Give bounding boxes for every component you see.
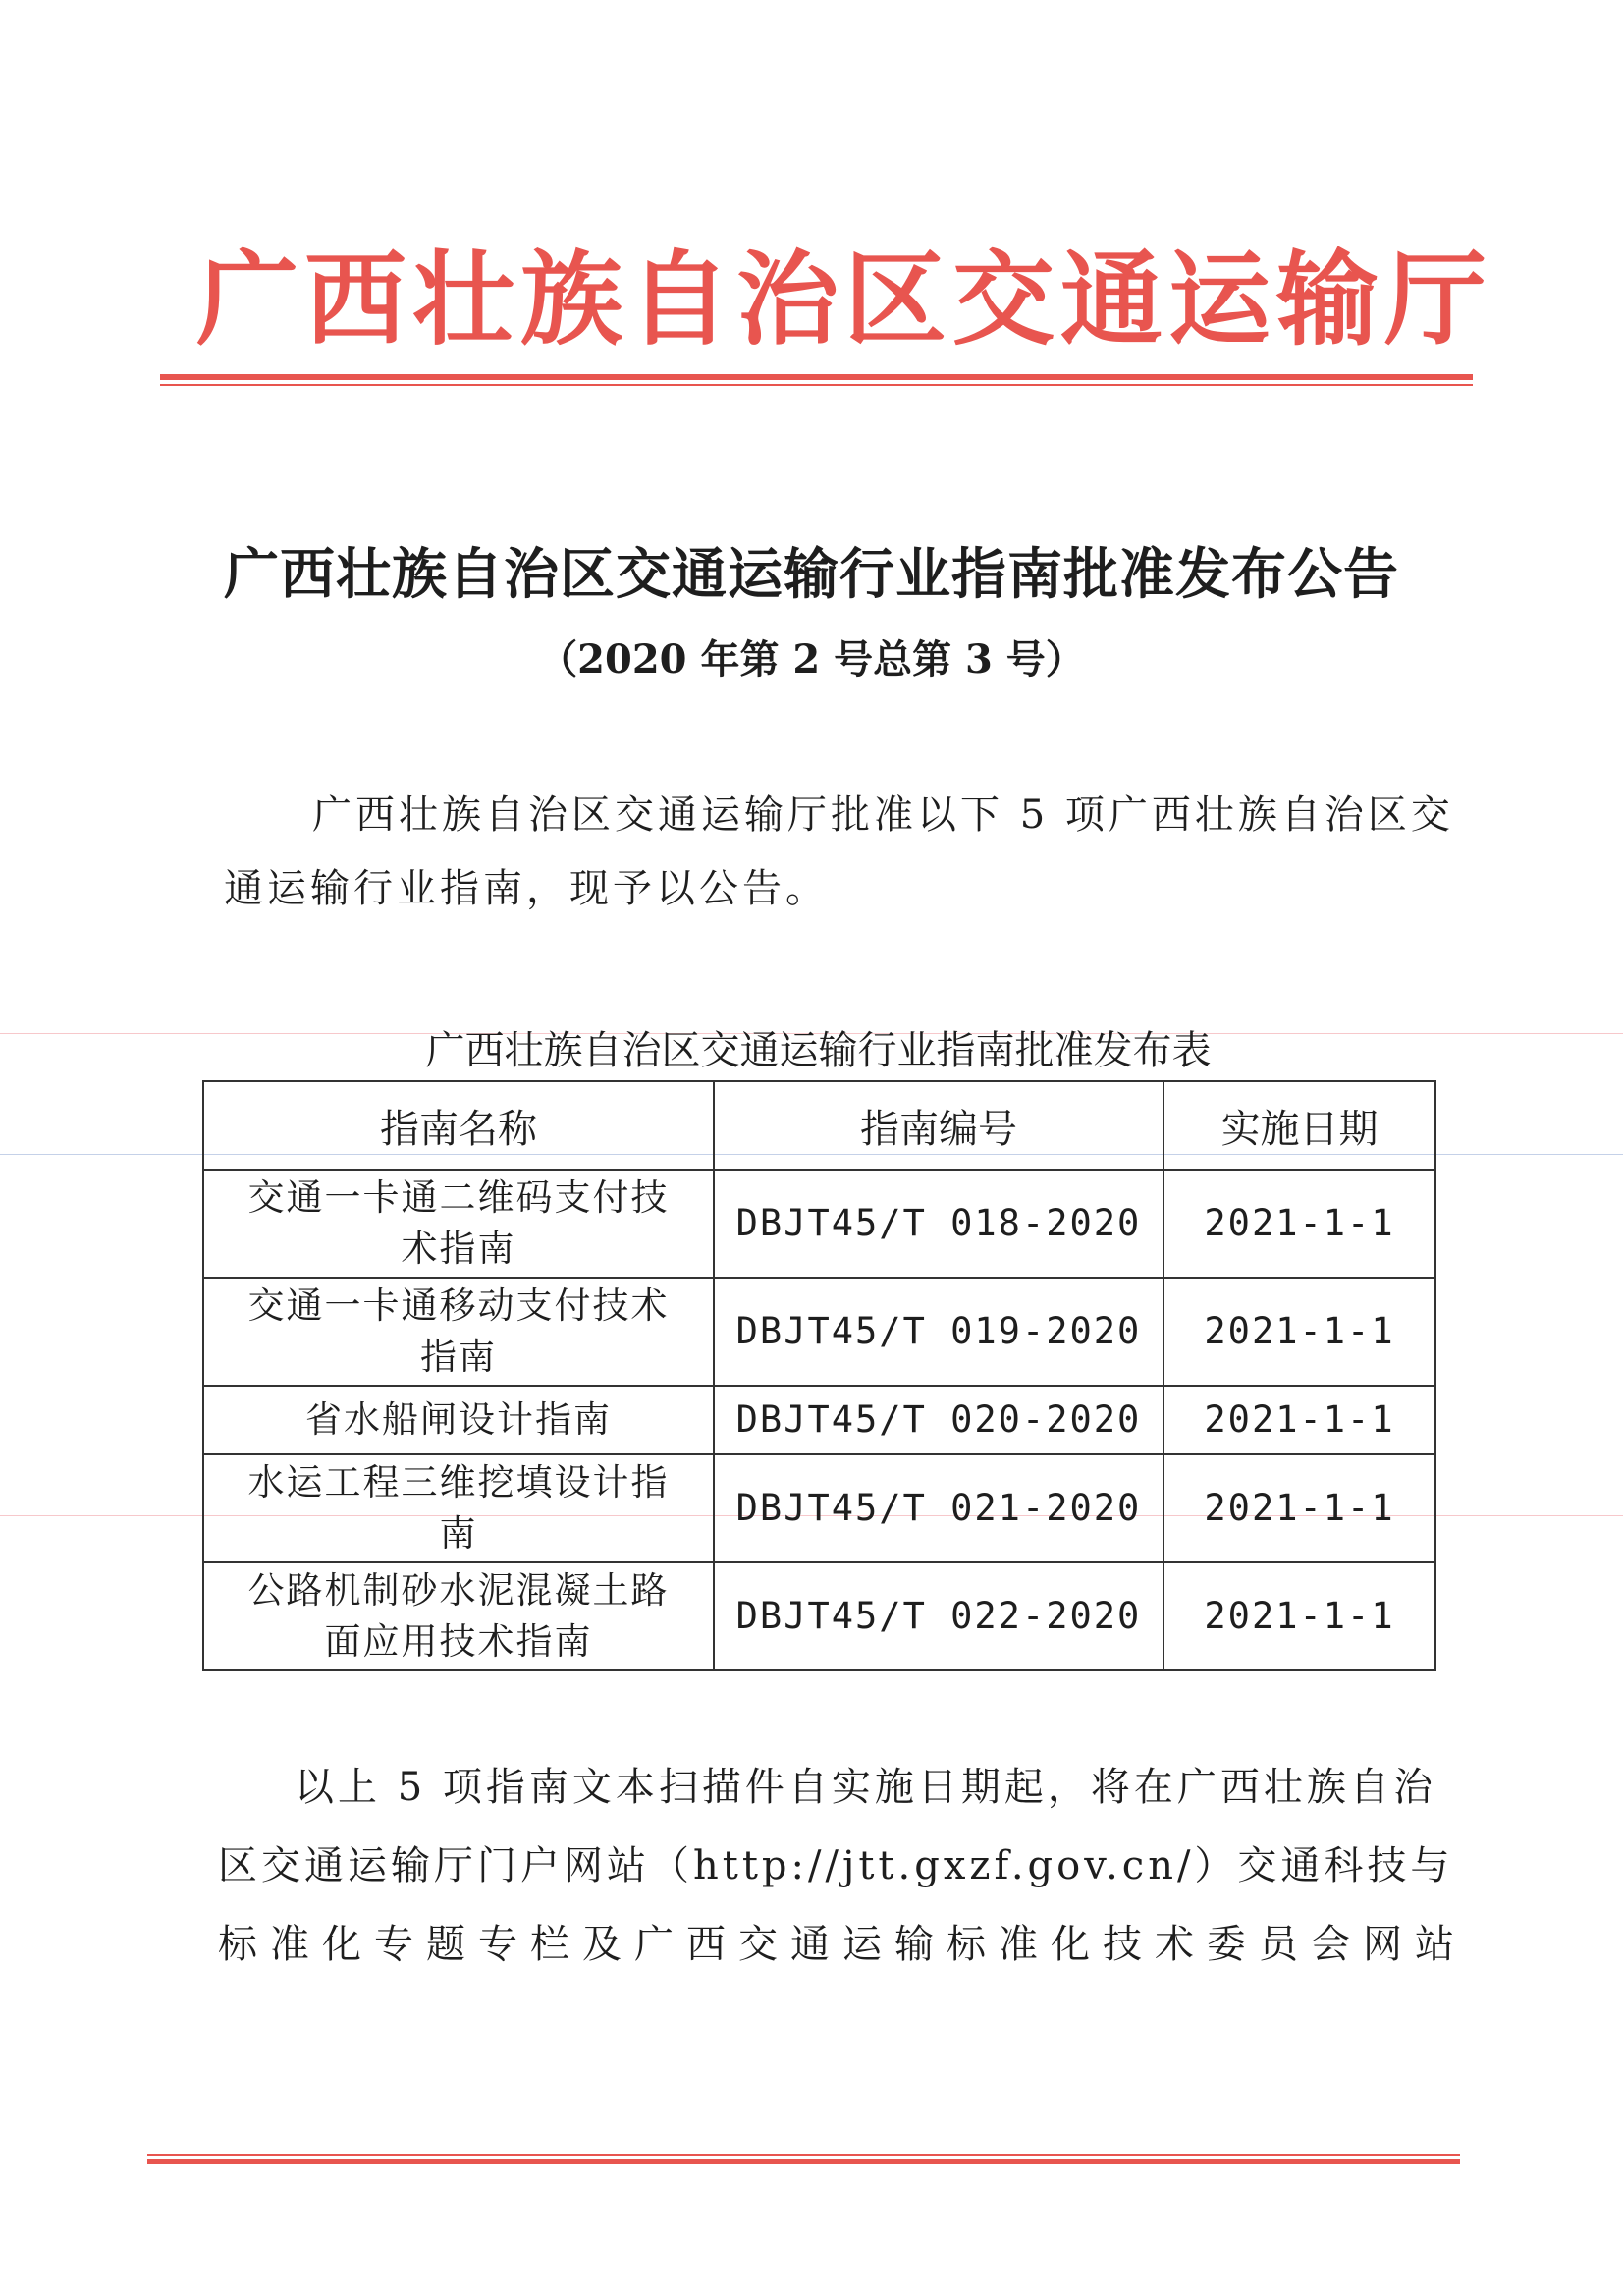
table-row <box>203 1278 1435 1386</box>
header-divider-thin <box>160 384 1473 386</box>
guideline-name: 公路机制砂水泥混凝土路 面应用技术指南 <box>203 1562 714 1670</box>
footer-divider-thin <box>147 2154 1460 2156</box>
table-header-row <box>203 1081 1435 1170</box>
guideline-code: DBJT45/T 018-2020 <box>714 1170 1163 1278</box>
intro-paragraph-line: 广西壮族自治区交通运输厅批准以下 5 项广西壮族自治区交 <box>312 793 1454 838</box>
guideline-code: DBJT45/T 022-2020 <box>714 1562 1163 1670</box>
guideline-name: 省水船闸设计指南 <box>203 1386 714 1454</box>
table-row <box>203 1386 1435 1454</box>
column-header-name: 指南名称 <box>203 1081 714 1170</box>
guideline-code: DBJT45/T 020-2020 <box>714 1386 1163 1454</box>
issuing-organization-header: 广西壮族自治区交通运输厅 <box>196 240 1493 359</box>
guideline-code: DBJT45/T 019-2020 <box>714 1278 1163 1386</box>
effective-date: 2021-1-1 <box>1163 1454 1435 1562</box>
guideline-name: 交通一卡通移动支付技术 指南 <box>203 1278 714 1386</box>
table-row <box>203 1454 1435 1562</box>
effective-date: 2021-1-1 <box>1163 1170 1435 1278</box>
guideline-code: DBJT45/T 021-2020 <box>714 1454 1163 1562</box>
column-header-code: 指南编号 <box>714 1081 1163 1170</box>
notice-number: （2020 年第 2 号总第 3 号） <box>538 636 1085 683</box>
effective-date: 2021-1-1 <box>1163 1386 1435 1454</box>
closing-paragraph-line: 标准化专题专栏及广西交通运输标准化技术委员会网站 <box>218 1922 1467 1967</box>
guideline-name: 交通一卡通二维码支付技 术指南 <box>203 1170 714 1278</box>
table-row <box>203 1170 1435 1278</box>
effective-date: 2021-1-1 <box>1163 1278 1435 1386</box>
closing-paragraph-line: 以上 5 项指南文本扫描件自实施日期起，将在广西壮族自治 <box>295 1765 1436 1810</box>
effective-date: 2021-1-1 <box>1163 1562 1435 1670</box>
notice-title: 广西壮族自治区交通运输行业指南批准发布公告 <box>224 542 1399 607</box>
column-header-date: 实施日期 <box>1163 1081 1435 1170</box>
guideline-name: 水运工程三维挖填设计指 南 <box>203 1454 714 1562</box>
header-divider-thick <box>160 374 1473 380</box>
intro-paragraph-line: 通运输行业指南，现予以公告。 <box>224 866 829 911</box>
footer-divider-thick <box>147 2159 1460 2164</box>
table-row <box>203 1562 1435 1670</box>
table-caption: 广西壮族自治区交通运输行业指南批准发布表 <box>425 1028 1212 1073</box>
closing-paragraph-line: 区交通运输厅门户网站（http://jtt.gxzf.gov.cn/）交通科技与 <box>218 1843 1454 1888</box>
guideline-approval-table <box>202 1080 1436 1671</box>
